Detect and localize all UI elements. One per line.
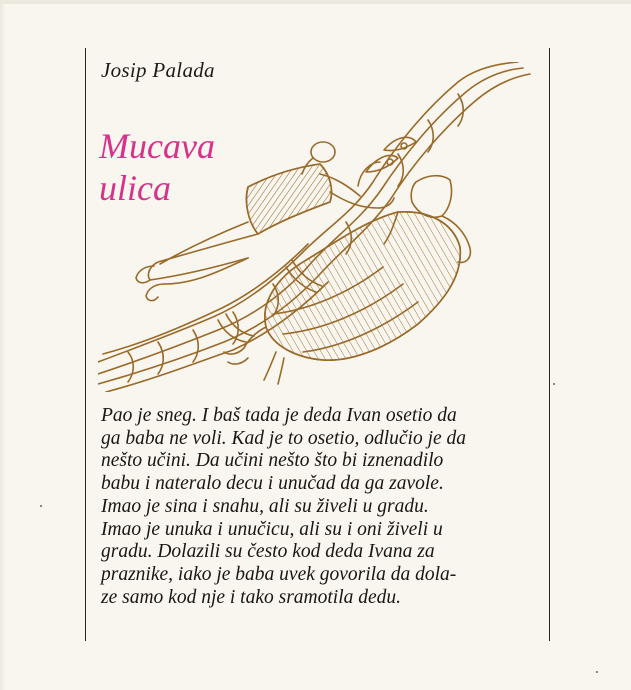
book-title-line: ulica xyxy=(99,168,171,208)
right-frame-rule xyxy=(549,48,550,641)
cover-top-edge xyxy=(0,0,631,4)
paper-speck xyxy=(553,383,555,385)
book-title xyxy=(99,125,215,209)
blurb-line: ga baba ne voli. Kad je to osetio, odlučio je da xyxy=(101,427,467,449)
left-frame-rule xyxy=(85,48,86,641)
blurb-line: Imao je unuka i unučicu, ali su i oni živeli u xyxy=(101,518,443,540)
paper-speck xyxy=(40,505,42,507)
author-name: Josip Palada xyxy=(101,58,215,82)
blurb-line: gradu. Dolazili su često kod deda Ivana za xyxy=(101,541,435,563)
blurb-line: praznike, iako je baba uvek govorila da dola- xyxy=(101,563,457,585)
two-figures-floating-on-braided-rope-illustration xyxy=(98,62,538,392)
paper-speck xyxy=(596,671,598,673)
cover-blurb xyxy=(101,405,543,609)
blurb-line: Imao je sina i snahu, ali su živeli u gradu. xyxy=(101,495,429,517)
cover-spine-edge xyxy=(0,0,6,690)
blurb-line: nešto učini. Da učini nešto što bi iznenadilo xyxy=(101,450,444,472)
blurb-line: Pao je sneg. I baš tada je deda Ivan osetio da xyxy=(101,405,457,426)
book-title-line: Mucava xyxy=(99,126,215,166)
blurb-line: ze samo kod nje i tako sramotila dedu. xyxy=(101,586,402,608)
blurb-line: babu i nateralo decu i unučad da ga zavole. xyxy=(101,473,444,495)
